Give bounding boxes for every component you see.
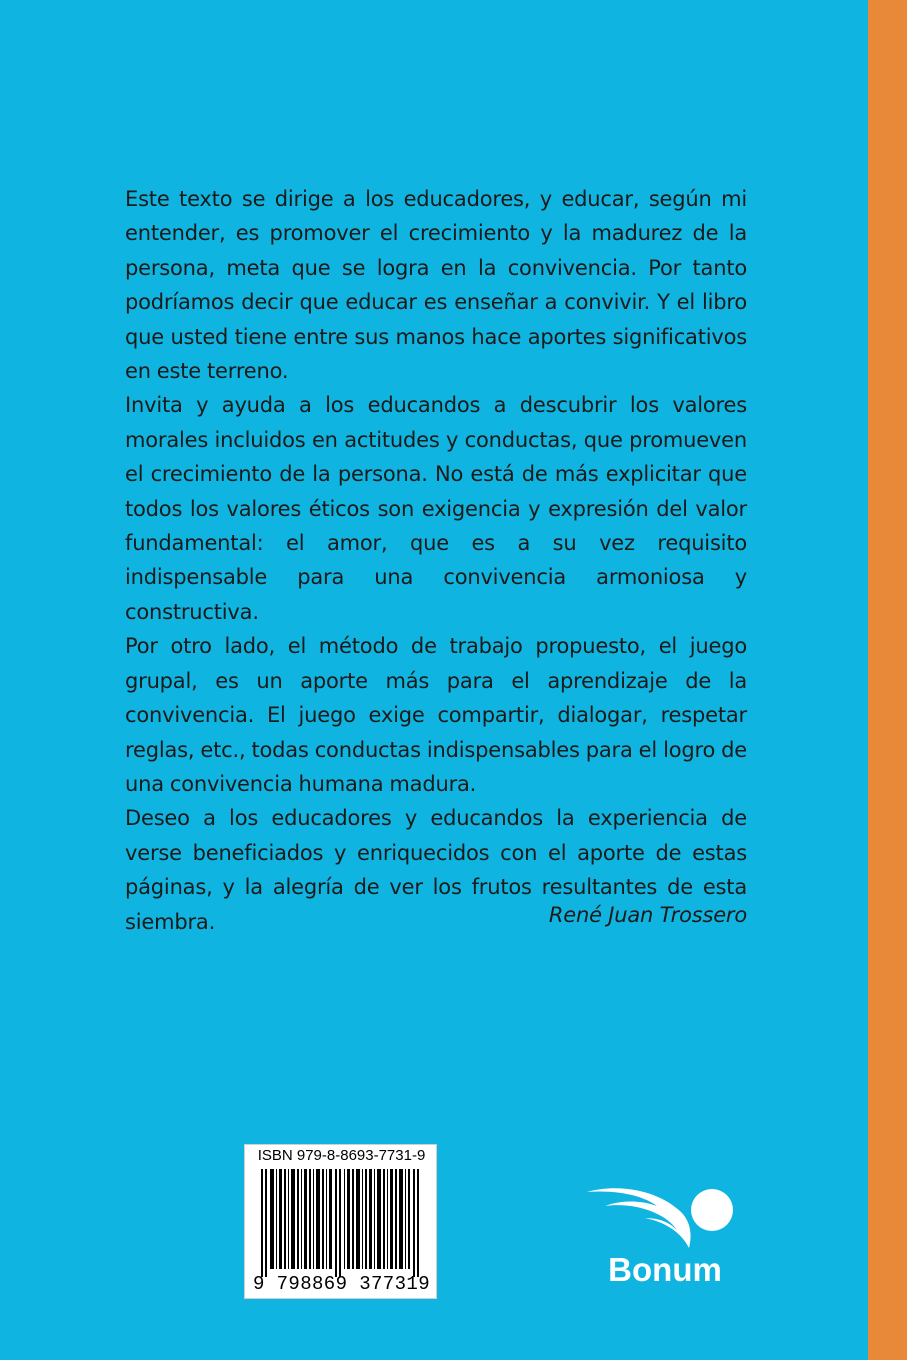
spine-band xyxy=(868,0,907,1360)
isbn-digits: 9 798869 377319 xyxy=(252,1273,431,1295)
isbn-label: ISBN 979-8-8693-7731-9 xyxy=(257,1147,426,1164)
barcode-icon xyxy=(261,1169,421,1277)
author-signature: René Juan Trossero xyxy=(548,903,747,927)
isbn-barcode-box xyxy=(244,1144,437,1299)
publisher-logo xyxy=(585,1182,745,1292)
blurb-paragraph-1: Este texto se dirige a los educadores, y educar, según mi entender, es promover el crecimiento y la madurez de la persona, meta que se logra en la convivencia. Por tanto podríamos decir que educar es enseñar a convivir. Y el libro que usted tiene entre sus manos hace aportes significativos en este terreno. xyxy=(125,187,747,384)
blurb-paragraph-2: Invita y ayuda a los educandos a descubrir los valores morales incluidos en actitudes y conductas, que promueven el crecimiento de la persona. No está de más explicitar que todos los valores éticos son exigencia y expresión del valor fundamental: el amor, que es a su vez requisito indispensable para una convivencia armoniosa y constructiva. xyxy=(125,393,747,624)
blurb-text xyxy=(125,182,747,939)
publisher-name: Bonum xyxy=(608,1251,722,1288)
blurb-paragraph-3: Por otro lado, el método de trabajo propuesto, el juego grupal, es un aporte más para el aprendizaje de la convivencia. El juego exige compartir, dialogar, respetar reglas, etc., todas conductas indispensables para el logro de una convivencia humana madura. xyxy=(125,634,747,796)
bonum-logo-icon xyxy=(585,1182,745,1260)
blurb-paragraph-4: Deseo a los educadores y educandos la experiencia de verse beneficiados y enriquecidos con el aporte de estas páginas, y la alegría de ver los frutos resultantes de esta siembra. xyxy=(125,806,747,934)
